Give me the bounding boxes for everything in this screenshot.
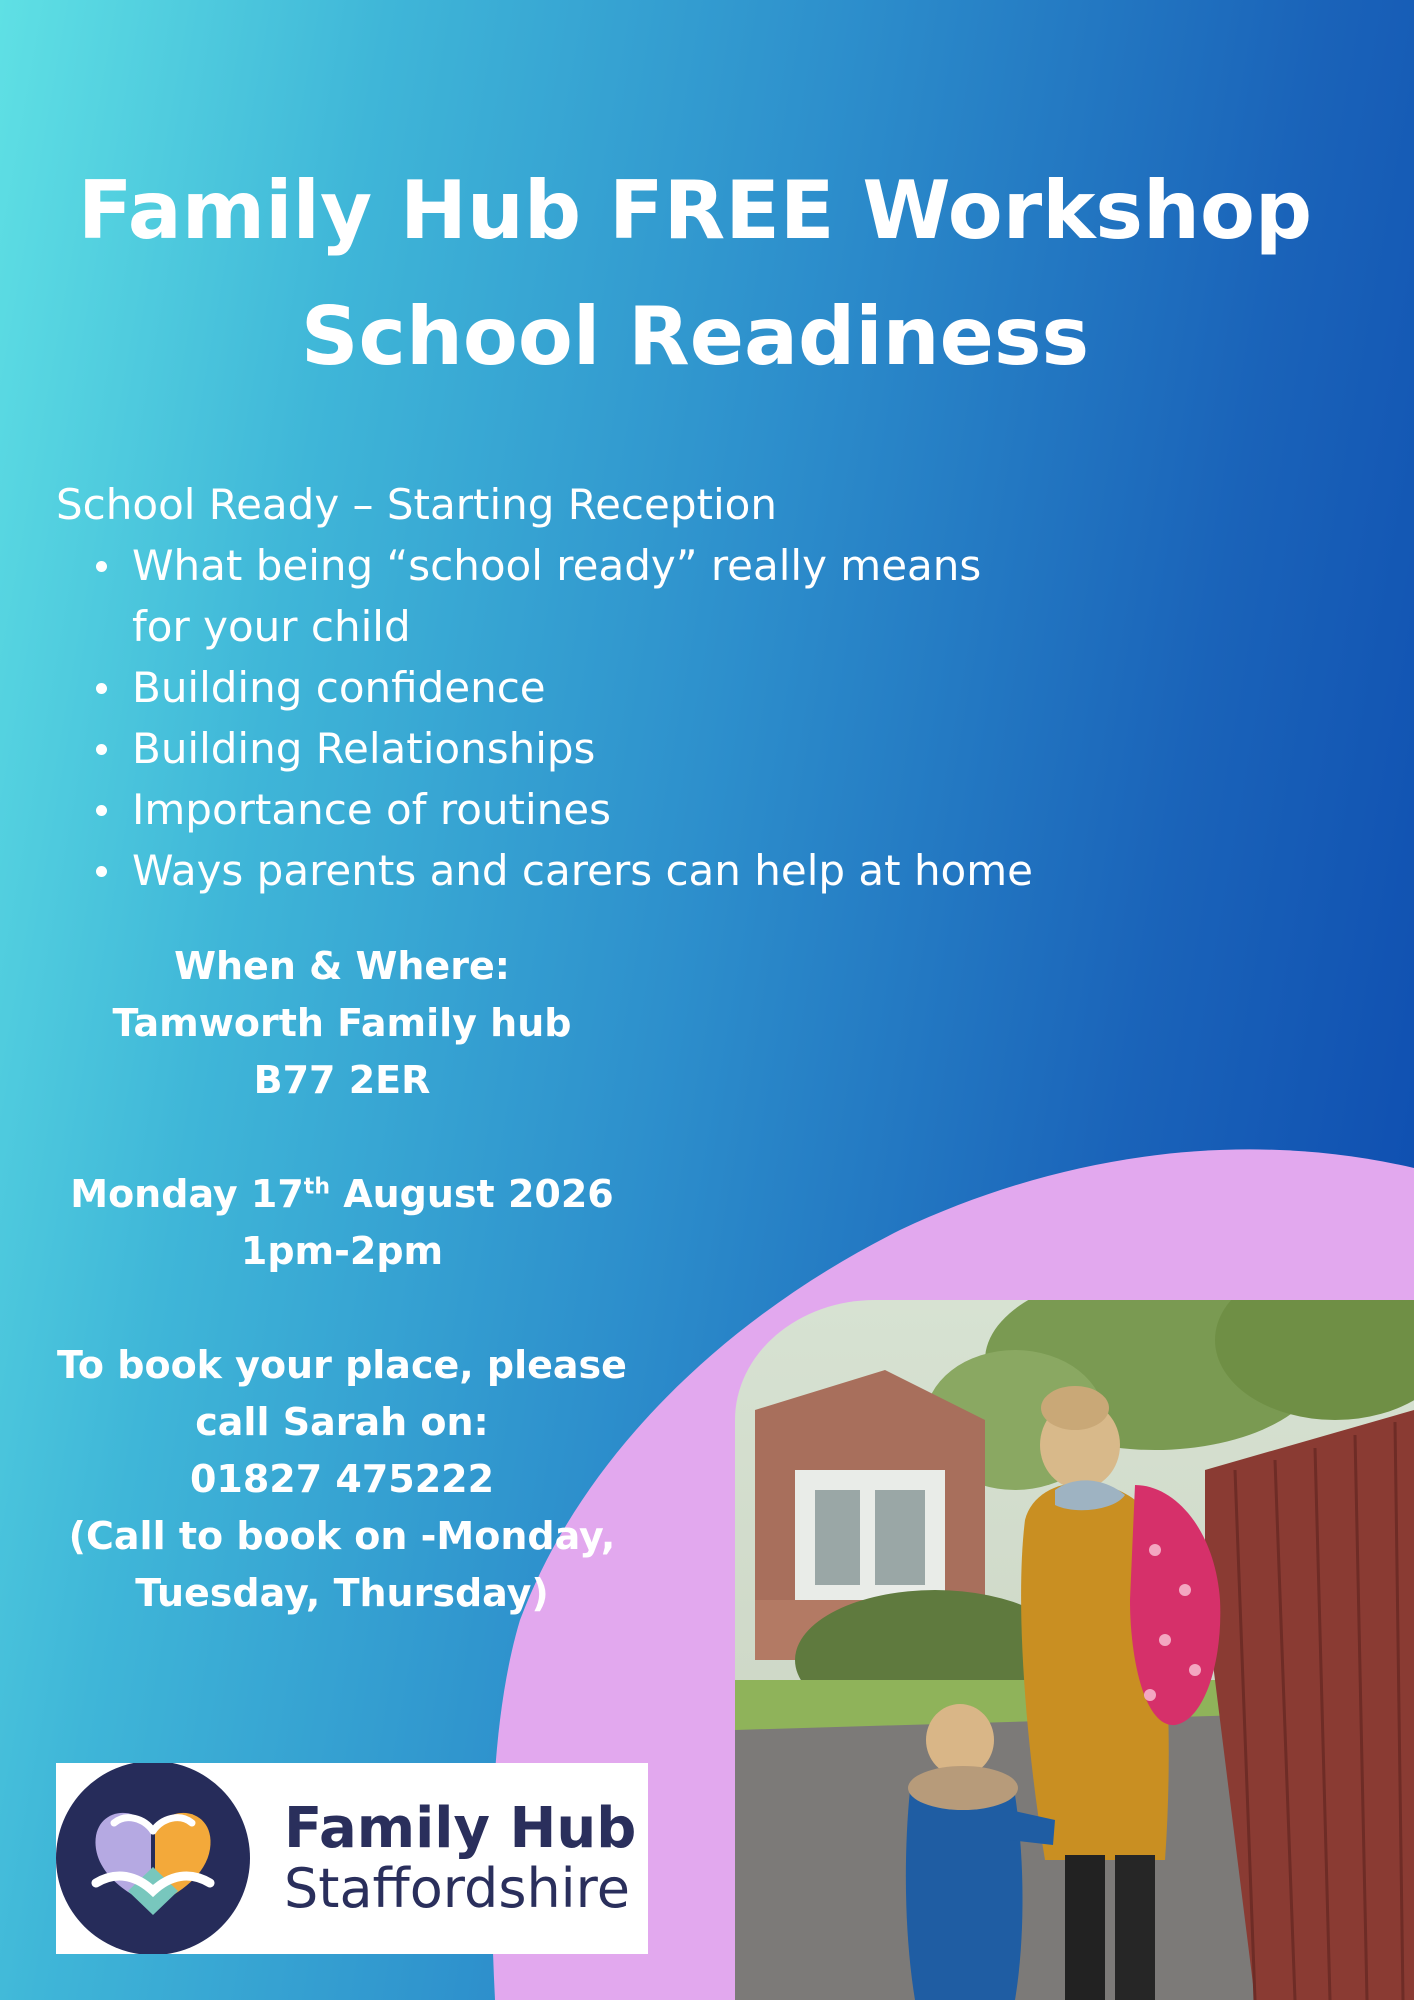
venue-label: When & Where: [174, 944, 510, 988]
heart-hands-logo-icon [56, 1763, 256, 1954]
intro-heading: School Ready – Starting Reception [56, 480, 777, 529]
parent-child-walking-photo [735, 1300, 1414, 2000]
logo-line-2: Staffordshire [284, 1857, 630, 1920]
event-day: Monday 17 [70, 1172, 304, 1216]
booking-line-5: Tuesday, Thursday) [135, 1571, 549, 1615]
booking-block [52, 1337, 632, 1622]
booking-phone: 01827 475222 [189, 1457, 495, 1501]
logo-wordmark [284, 1796, 637, 1920]
family-hub-staffordshire-logo [56, 1763, 648, 1954]
schedule-block [52, 1166, 632, 1280]
title-line-1: Family Hub FREE Workshop [77, 164, 1313, 257]
venue-postcode: B77 2ER [253, 1058, 431, 1102]
logo-line-1: Family Hub [284, 1796, 637, 1861]
booking-line-4: (Call to book on -Monday, [68, 1514, 616, 1558]
title-line-2: School Readiness [300, 290, 1090, 383]
booking-line-2: call Sarah on: [195, 1400, 489, 1444]
workshop-details [56, 474, 1306, 901]
page-title [0, 148, 1390, 400]
topic-item: What being “school ready” really means for your child [56, 535, 1306, 657]
event-date [52, 1166, 632, 1223]
date-ordinal: th [303, 1174, 330, 1200]
event-time: 1pm-2pm [240, 1229, 444, 1273]
topic-list [56, 535, 1306, 901]
venue-block [52, 938, 632, 1109]
topic-item: Building Relationships [56, 718, 1306, 779]
topic-item: Ways parents and carers can help at home [56, 840, 1306, 901]
topic-item: Importance of routines [56, 779, 1306, 840]
topic-item: Building confidence [56, 657, 1306, 718]
venue-name: Tamworth Family hub [112, 1001, 572, 1045]
booking-line-1: To book your place, please [57, 1343, 627, 1387]
event-month-year: August 2026 [329, 1172, 614, 1216]
